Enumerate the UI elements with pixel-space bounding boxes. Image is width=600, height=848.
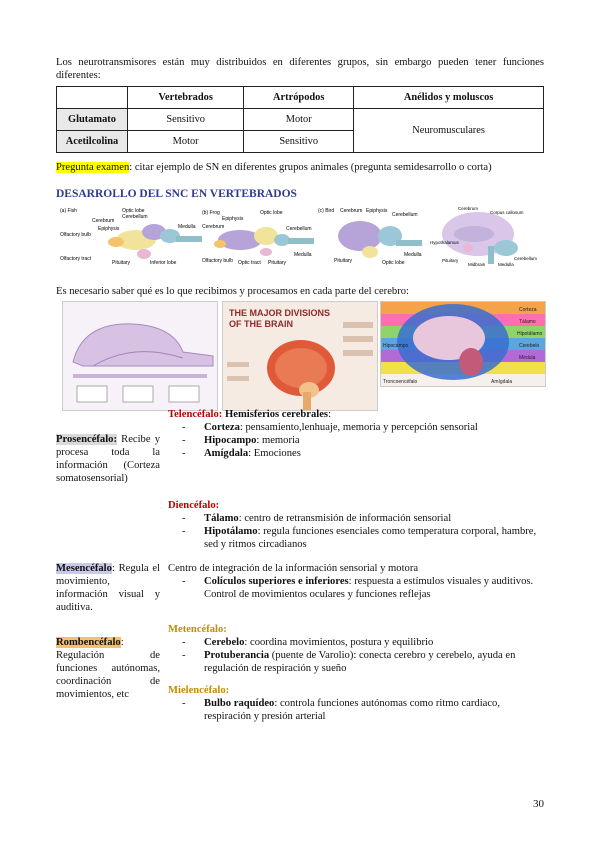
exam-note <box>56 161 492 174</box>
table-cell: Sensitivo <box>128 109 244 131</box>
list-item: - Hipocampo: memoria <box>168 434 544 447</box>
svg-text:Inferior lobe: Inferior lobe <box>150 260 177 266</box>
list-item: - Hipotálamo: regula funciones esenciales como temperatura corporal, hambre, sed y ritmos circadianos <box>168 525 544 551</box>
major-divisions-brain-image <box>222 301 378 411</box>
svg-text:Amígdala: Amígdala <box>491 379 513 385</box>
svg-text:(c) Bird: (c) Bird <box>318 208 335 214</box>
intro-paragraph: Los neurotransmisores están muy distribuidos en diferentes grupos, sin embargo pueden tener funciones diferentes: <box>56 57 544 81</box>
svg-text:Medulla: Medulla <box>498 262 514 267</box>
svg-text:(b) Frog: (b) Frog <box>202 210 220 216</box>
svg-text:Hipotálamo: Hipotálamo <box>517 331 543 337</box>
mielencefalo-title: Mielencéfalo: <box>168 685 230 696</box>
svg-text:Epiphysis: Epiphysis <box>222 216 244 222</box>
list-item: - Bulbo raquídeo: controla funciones autónomas como ritmo cardiaco, respiración y presión arterial <box>168 697 544 723</box>
metencefalo-block <box>168 623 544 675</box>
diencefalo-title: Diencéfalo: <box>168 500 220 511</box>
svg-text:Pituitary: Pituitary <box>112 260 131 266</box>
telencefalo-block: Telencéfalo: Hemisferios cerebrales: - Corteza: pensamiento,lenhuaje, memoria y percepción sensorial - Hipocampo: memoria - Amígdala: Emociones <box>168 408 544 460</box>
svg-text:Optic lobe: Optic lobe <box>122 208 145 214</box>
table-cell-merged: Neuromusculares <box>354 109 544 153</box>
table-header-anelidos: Anélidos y moluscos <box>354 87 544 109</box>
table-cell: Sensitivo <box>244 131 354 153</box>
fish-label: (a) Fish <box>60 208 77 214</box>
svg-text:Cerebrum: Cerebrum <box>92 218 115 224</box>
svg-text:Cerebrum: Cerebrum <box>340 208 363 214</box>
neurotransmitter-table <box>56 86 544 153</box>
list-item: - Cerebelo: coordina movimientos, postura y equilibrio <box>168 636 544 649</box>
table-cell: Motor <box>244 109 354 131</box>
table-row <box>57 109 544 131</box>
divisions-title-line1: THE MAJOR DIVISIONS <box>229 308 331 318</box>
svg-text:Olfactory tract: Olfactory tract <box>60 256 92 262</box>
svg-text:Olfactory bulb: Olfactory bulb <box>202 258 233 264</box>
svg-text:Pituitary: Pituitary <box>442 258 459 263</box>
bird-brain-diagram <box>316 206 428 266</box>
svg-text:Optic lobe: Optic lobe <box>382 260 405 266</box>
mielencefalo-block <box>168 684 544 723</box>
svg-text:Cerebellum: Cerebellum <box>514 256 538 261</box>
svg-text:Corpus callosum: Corpus callosum <box>490 210 524 215</box>
prosencefalo-title: Prosencéfalo: <box>56 434 117 445</box>
intro2-paragraph: Es necesario saber qué es lo que recibimos y procesamos en cada parte del cerebro: <box>56 286 409 297</box>
svg-text:Cerebelo: Cerebelo <box>519 343 540 349</box>
exam-label: Pregunta examen <box>56 162 130 173</box>
svg-text:Médula: Médula <box>519 355 536 361</box>
svg-text:Cerebellum: Cerebellum <box>392 212 418 218</box>
table-header-vertebrados: Vertebrados <box>128 87 244 109</box>
list-item: - Colículos superiores e inferiores: respuesta a estímulos visuales y auditivos. Control de movimientos oculares y funciones reflejas <box>168 575 544 601</box>
row-label-glutamato: Glutamato <box>57 109 128 131</box>
rombencefalo-title: Rombencéfalo <box>56 637 121 648</box>
row-label-acetilcolina: Acetilcolina <box>57 131 128 153</box>
table-header-artropodos: Artrópodos <box>244 87 354 109</box>
svg-text:Medulla: Medulla <box>178 224 196 230</box>
mesencefalo-summary: Mesencéfalo: Regula el movimiento, información visual y auditiva. <box>56 563 160 613</box>
svg-text:Troncoencéfalo: Troncoencéfalo <box>383 379 418 385</box>
svg-text:Medulla: Medulla <box>404 252 422 258</box>
prosencefalo-summary: Prosencéfalo: Recibe y procesa toda la información (Corteza somatosensorial) <box>56 434 160 484</box>
diencefalo-block <box>168 499 544 551</box>
mammal-brain-diagram <box>428 204 540 268</box>
mesencefalo-block: Centro de integración de la información sensorial y motora - Colículos superiores e inferiores: respuesta a estímulos visuales y auditivos. Control de movimientos oculares y funciones reflejas <box>168 562 544 601</box>
svg-text:Midbrain: Midbrain <box>468 262 486 267</box>
telencefalo-title: Telencéfalo: <box>168 409 223 420</box>
table-cell: Motor <box>128 131 244 153</box>
table-header-empty <box>57 87 128 109</box>
frog-brain-diagram <box>200 206 320 266</box>
list-item: - Corteza: pensamiento,lenhuaje, memoria y percepción sensorial <box>168 421 544 434</box>
fish-brain-diagram <box>58 206 208 266</box>
page-number: 30 <box>533 798 544 810</box>
rombencefalo-summary: Rombencéfalo: Regulación de funciones autónomas, coordinación de movimientos, etc <box>56 637 160 700</box>
brain-sagittal-diagram <box>62 301 218 411</box>
svg-text:Hipocampo: Hipocampo <box>383 343 409 349</box>
svg-text:Olfactory bulb: Olfactory bulb <box>60 232 91 238</box>
list-item: - Amígdala: Emociones <box>168 447 544 460</box>
brain-regions-colored-image <box>380 301 546 387</box>
svg-text:Optic tract: Optic tract <box>238 260 261 266</box>
svg-text:Medulla: Medulla <box>294 252 312 258</box>
svg-text:Pituitary: Pituitary <box>268 260 287 266</box>
svg-text:Cerebellum: Cerebellum <box>286 226 312 232</box>
svg-text:Cerebellum: Cerebellum <box>122 214 148 220</box>
svg-text:Epiphysis: Epiphysis <box>98 226 120 232</box>
list-item: - Protuberancia (puente de Varolio): conecta cerebro y cerebelo, ayuda en regulación de respiración y sueño <box>168 649 544 675</box>
section-title: DESARROLLO DEL SNC EN VERTEBRADOS <box>56 188 297 200</box>
mesencefalo-title: Mesencéfalo <box>56 563 112 574</box>
svg-text:Corteza: Corteza <box>519 307 537 313</box>
divisions-title-line2: OF THE BRAIN <box>229 319 293 329</box>
svg-text:Hypothalamus: Hypothalamus <box>430 240 459 245</box>
exam-text: : citar ejemplo de SN en diferentes grupos animales (pregunta semidesarrollo o corta) <box>129 162 492 173</box>
svg-text:Cerebrum: Cerebrum <box>458 206 479 211</box>
svg-text:Tálamo: Tálamo <box>519 319 536 325</box>
svg-text:Optic lobe: Optic lobe <box>260 210 283 216</box>
svg-text:Pituitary: Pituitary <box>334 258 353 264</box>
list-item: - Tálamo: centro de retransmisión de información sensorial <box>168 512 544 525</box>
table-header-row <box>57 87 544 109</box>
svg-text:Cerebrum: Cerebrum <box>202 224 225 230</box>
svg-text:Epiphysis: Epiphysis <box>366 208 388 214</box>
metencefalo-title: Metencéfalo: <box>168 624 227 635</box>
